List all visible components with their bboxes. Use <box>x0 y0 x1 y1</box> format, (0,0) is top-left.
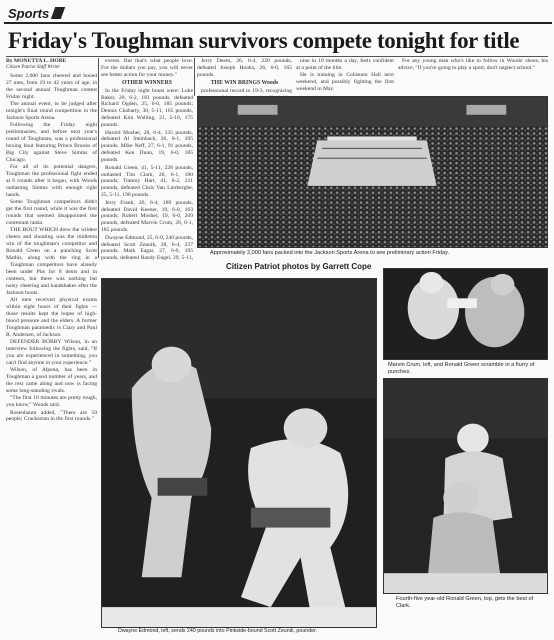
article-paragraph: Following the Friday night preliminaries, and before next year's round of Toughman, was a professional boxing bout featuring Prince Brooks of Big City against Steve Simms of Chicago. <box>6 122 97 163</box>
article-paragraph: "The first 10 minutes are pretty tough, you know," Woods said. <box>6 395 97 409</box>
victory-photo <box>383 378 548 594</box>
article-subhead: OTHER WINNERS <box>122 79 172 86</box>
victory-photo-caption: Fourth-five year-old Ronald Green, top, gets the best of Clark. <box>396 596 534 609</box>
section-tag <box>8 6 63 21</box>
column-rule <box>194 58 195 96</box>
knockdown-photo-caption: Dwayne Edmond, left, sends 240 pounds into Pinkside-bound Scott Zeunik, pounder. <box>118 628 318 634</box>
byline-credit: Citizen Patriot Staff Writer <box>6 65 61 71</box>
section-name: Sports <box>8 6 50 21</box>
article-paragraph: Some Toughman competitors didn't get the first round, while it was the first rounds that seemed disappointed the contestant ranks. <box>6 199 97 226</box>
section-bar <box>4 6 552 24</box>
article-paragraph: professional record to 19-3, recognizing <box>201 87 292 94</box>
article-paragraph: The annual event, to be judged after tonight's final round competition in the Jackson Sports Arena. <box>6 100 97 121</box>
article-paragraph: Dwayne Edmond, 25, 6-0, 240 pounds, defeated Scott Zeunik, 28, 6-4, 237 pounds; Mark Eagar, 27, 6-0, 195 pounds, defeated Randy Engel, 29, 5-11, <box>101 234 193 260</box>
article-column-3 <box>197 58 292 96</box>
article-paragraph: events. But that's what people love. For the dollars you pay, you will never see better action for your money." <box>101 58 193 78</box>
arena-photo-caption: Approximately 2,000 fans packed into the Jackson Sports Arena to see preliminary action Friday. <box>210 250 449 256</box>
article-paragraph: Jerry Frank, 26, 6-4, 189 pounds, defeated David Keener, 19, 6-0, 163 pounds; Robert Mosher, 19, 6-0, 209 pounds, defeated Marvin Crum, 26, 6-1, 185 pounds. <box>101 199 193 234</box>
article-paragraph: Toughman competitors have already been under Pits for 8 dents and in contests, but there was nothing but noisy cheering and handshakes after the Jackson bouts. <box>6 262 97 296</box>
article-paragraph: Jerry Deem, 26, 6-4, 220 pounds, defeated Joseph Hooks, 26, 6-0, 165 pounds. <box>197 58 292 78</box>
headline-rule <box>6 56 548 57</box>
column-rule <box>98 58 99 258</box>
headline: Friday's Toughman survivors compete tonight for title <box>8 28 520 53</box>
punch-photo <box>383 268 548 360</box>
section-slash-ornament <box>51 7 65 19</box>
article-paragraph: Rosenbaum added, "There are 50 people; Cracksman in the first rounds." <box>6 409 97 423</box>
article-column-1 <box>6 58 97 260</box>
article-paragraph: In the Friday night bouts were: Luke Baker, 20, 6-2, 181 pounds, defeated Richard Ogden, 25, 6-0, 185 pounds; Dennis Chaharty, 30, 5-11, 165 pounds, defeated Kim Walling, 21, 5-10, 175 pounds. <box>101 87 193 129</box>
byline: By MONETTA L. HOBE <box>6 58 67 64</box>
photo-credit: Citizen Patriot photos by Garrett Cope <box>226 262 372 271</box>
article-paragraph: He is training in Coliseum Hall next weekend, and possibly fighting the first weekend in May. <box>296 72 394 93</box>
article-paragraph: nine in 10 months a day, feels confident at a point of the title. <box>296 58 394 71</box>
article-column-2 <box>101 58 193 260</box>
punch-photo-caption: Marvin Crum, left, and Ronald Green scramble in a flurry of punches. <box>388 362 535 375</box>
article-paragraph: For any young man who's like to follow in Woods' shoes, his advice, "If you're going to play a sport, don't neglect school." <box>398 58 548 71</box>
knockdown-photo <box>101 278 377 628</box>
article-column-continued <box>6 262 97 634</box>
article-subhead: THE WIN BRINGS Woods <box>210 79 279 86</box>
article-paragraph: Ronald Green, 41, 5-11, 228 pounds, outlasted Tim Clark, 26, 6-1, 180 pounds; Tommy Hart, 41, 6-2, 211 pounds, defeated Chris Van Lierberghe, 25, 5-11, 190 pounds. <box>101 164 193 199</box>
article-paragraph: All men received physical exams within eight hours of their fights — those results kept the hopes of high-blood pressure and the elders. A former Toughman paramedic is Clary and Paul R. Andersen, of Jackson. <box>6 297 97 338</box>
article-column-4 <box>296 58 394 96</box>
arena-crowd-photo <box>197 96 548 248</box>
article-paragraph: For all of its potential dangers, Toughman the professional fight ended at 6 rounds after it began, with Woods outlasting Simms with enough right hands. <box>6 164 97 198</box>
article-column-5 <box>398 58 548 96</box>
article-paragraph: Wilson, of Alpena, has been in Toughman a good number of years, and the rest came along and now is facing some long-standing rivals. <box>6 367 97 394</box>
article-paragraph: Harold Mosher, 28, 6-4, 135 pounds, defeated Al Steinbach, 26, 6-1, 195 pounds; Mike Neff, 27, 6-1, 91 pounds, defeated Ken Dunn, 19, 6-0, 185 pounds. <box>101 129 193 164</box>
article-paragraph: Some 2,000 fans cheered and booed 27 men, from 19 to 42 years of age, in the second annual Toughman contest Friday night. <box>6 72 97 100</box>
article-paragraph: THE BOUT WHICH drew the wildest cheers and shouting was the midleton win of the toughman's competitor and Ronald Green on a punching Scott Mathis, along with the ring in a <box>6 227 97 260</box>
article-paragraph: DEFENDER BOBBY Wilson, in an interview following the fights, said, "If you are experienced in something, you can't find anyone in your experience." <box>6 338 97 366</box>
